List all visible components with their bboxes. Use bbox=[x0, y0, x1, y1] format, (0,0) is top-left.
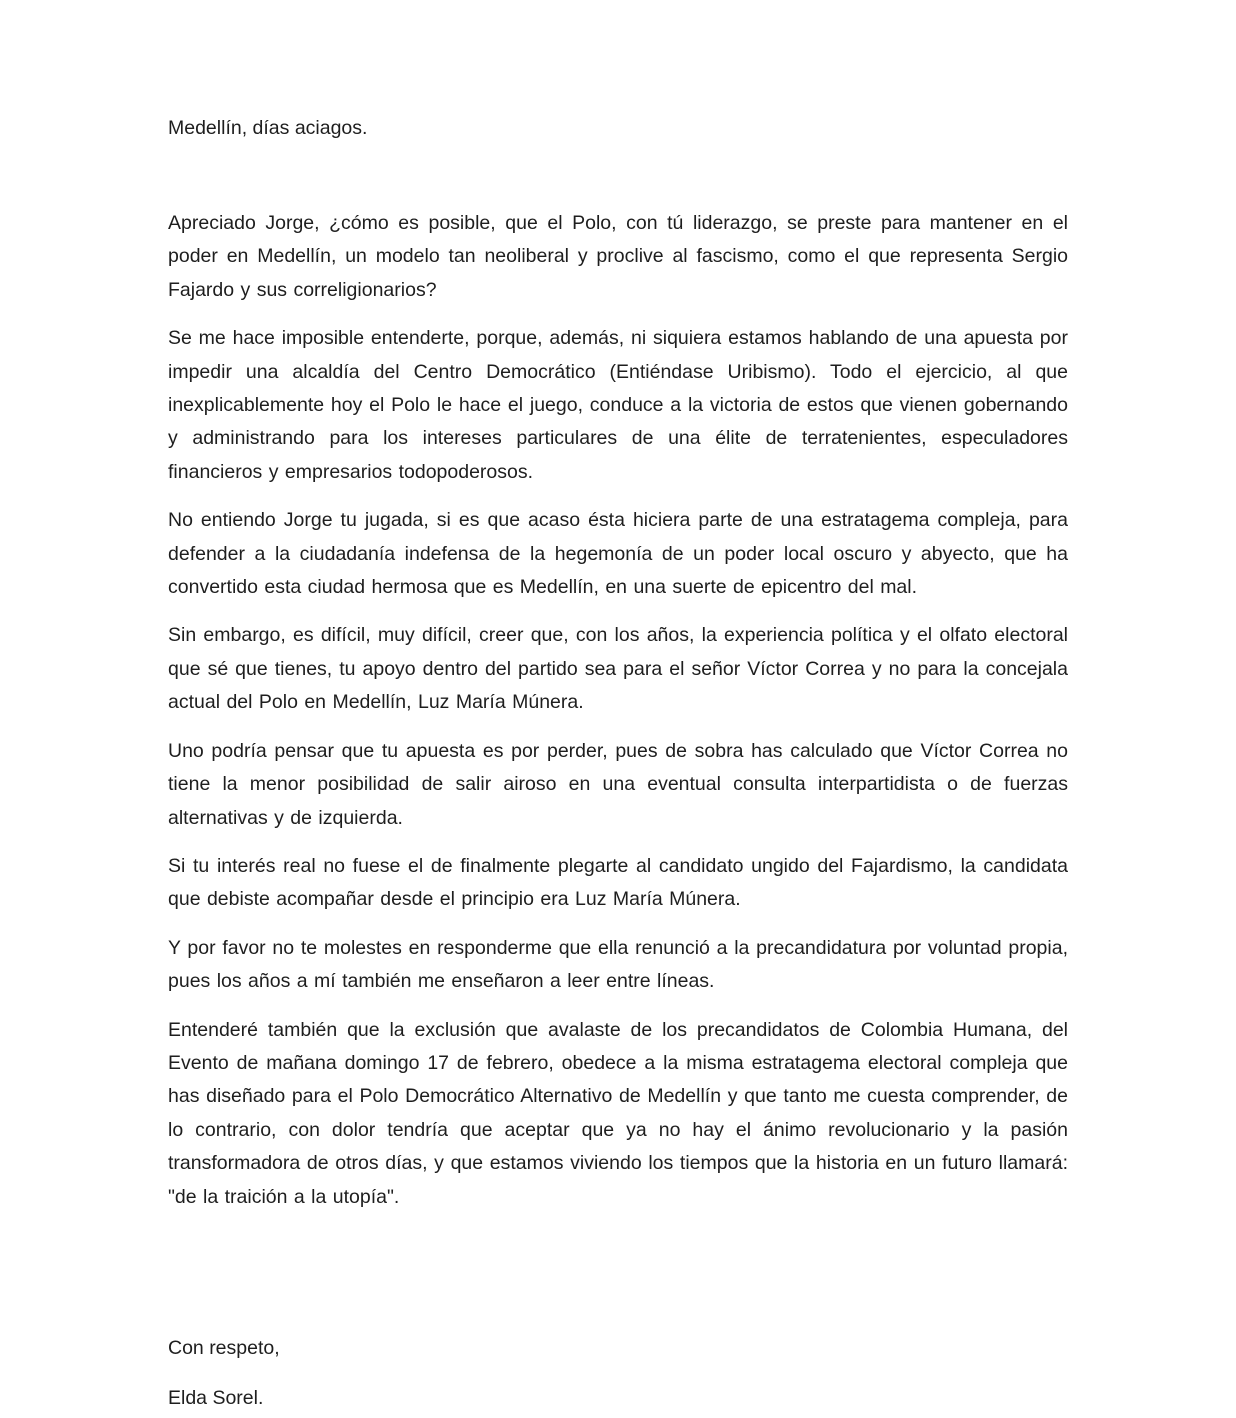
letter-paragraph-1: Apreciado Jorge, ¿cómo es posible, que el Polo, con tú liderazgo, se preste para mantener en el poder en Medellín, un modelo tan neoliberal y proclive al fascismo, como el que representa Sergio Fajardo y sus correligionarios? bbox=[168, 212, 1068, 301]
letter-paragraph-4: Sin embargo, es difícil, muy difícil, creer que, con los años, la experiencia política y el olfato electoral que sé que tienes, tu apoyo dentro del partido sea para el señor Víctor Correa y no para la concejala actual del Polo en Medellín, Luz María Múnera. bbox=[168, 624, 1068, 714]
letter-paragraph-6: Si tu interés real no fuese el de finalmente plegarte al candidato ungido del Fajardismo, la candidata que debiste acompañar desde el principio era Luz María Múnera. bbox=[168, 854, 1068, 911]
letter-signature: Elda Sorel. bbox=[168, 1386, 264, 1409]
letter-paragraph-8: Entenderé también que la exclusión que avalaste de los precandidatos de Colombia Humana, del Evento de mañana domingo 17 de febrero, obedece a la misma estratagema electoral compleja que has diseñado para el Polo Democrático Alternativo de Medellín y que tanto me cuesta comprender, de lo contrario, con dolor tendría que aceptar que ya no hay el ánimo revolucionario y la pasión transformadora de otros días, y que estamos viviendo los tiempos que la historia en un futuro llamará: "de la traición a la utopía". bbox=[168, 1018, 1068, 1208]
letter-paragraph-2: Se me hace imposible entenderte, porque, además, ni siquiera estamos hablando de una apuesta por impedir una alcaldía del Centro Democrático (Entiéndase Uribismo). Todo el ejercicio, al que inexplicablemente hoy el Polo le hace el juego, conduce a la victoria de estos que vienen gobernando y administrando para los intereses particulares de una élite de terratenientes, especuladores financieros y empresarios todopoderosos. bbox=[168, 327, 1068, 483]
letter-paragraph-5: Uno podría pensar que tu apuesta es por perder, pues de sobra has calculado que Víctor Correa no tiene la menor posibilidad de salir airoso en una eventual consulta interpartidista o de fuerzas alternativas y de izquierda. bbox=[168, 739, 1068, 829]
letter-paragraph-7: Y por favor no te molestes en responderme que ella renunció a la precandidatura por voluntad propia, pues los años a mí también me enseñaron a leer entre líneas. bbox=[168, 936, 1068, 993]
letter-paragraph-3: No entiendo Jorge tu jugada, si es que acaso ésta hiciera parte de una estratagema compleja, para defender a la ciudadanía indefensa de la hegemonía de un poder local oscuro y abyecto, que ha convertido esta ciudad hermosa que es Medellín, en una suerte de epicentro del mal. bbox=[168, 509, 1068, 599]
letter-closing: Con respeto, bbox=[168, 1336, 280, 1359]
letter-body bbox=[168, 207, 1068, 1214]
letter-dateline: Medellín, días aciagos. bbox=[168, 117, 368, 139]
